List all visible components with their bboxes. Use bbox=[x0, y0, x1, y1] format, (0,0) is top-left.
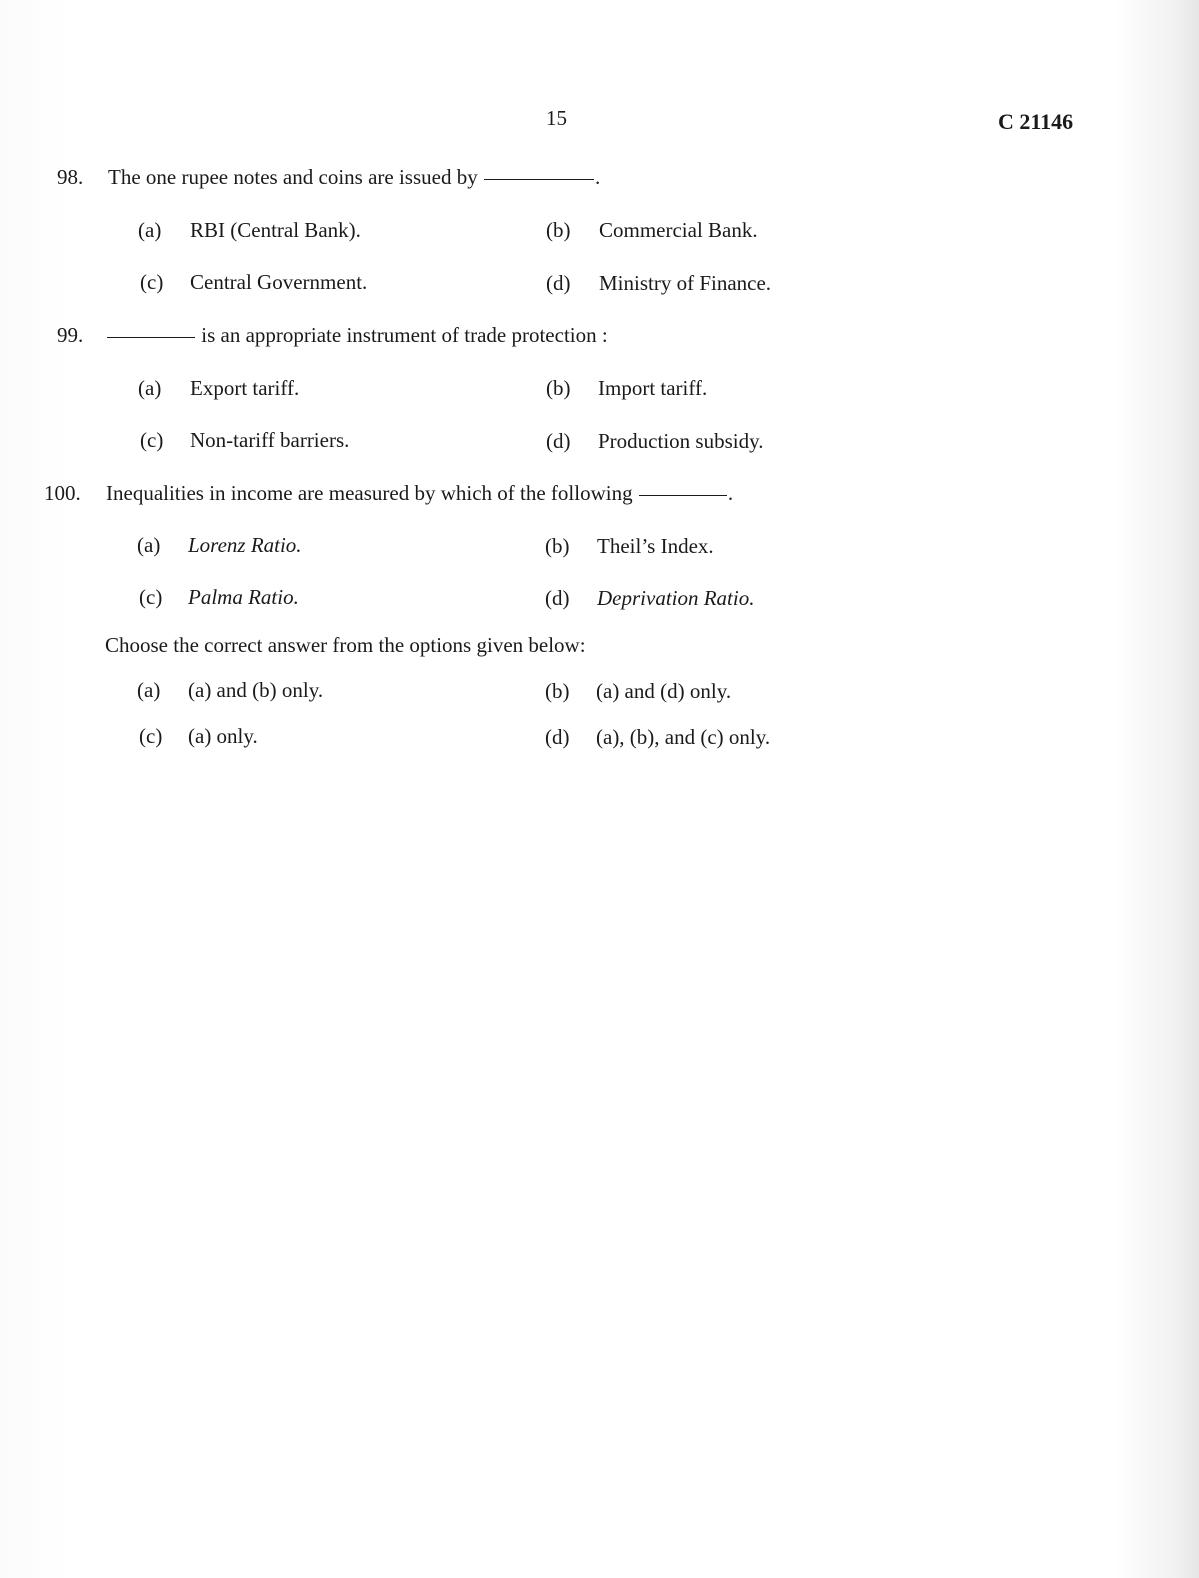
option-letter: (b) bbox=[546, 376, 571, 400]
option-letter: (b) bbox=[546, 218, 571, 242]
option-letter: (a) bbox=[138, 218, 162, 242]
option-letter: (d) bbox=[545, 586, 570, 610]
option-letter: (d) bbox=[546, 271, 571, 295]
question-number: 99. bbox=[57, 323, 84, 347]
answer-option-text: (a) and (b) only. bbox=[188, 678, 324, 702]
question-suffix: . bbox=[727, 481, 734, 505]
question-text bbox=[106, 323, 608, 348]
option-text: Production subsidy. bbox=[598, 429, 764, 453]
question-text-body: The one rupee notes and coins are issued by bbox=[108, 165, 478, 189]
answer-option-letter: (a) bbox=[137, 678, 161, 702]
option-text: Ministry of Finance. bbox=[599, 271, 772, 295]
answer-option-text: (a), (b), and (c) only. bbox=[596, 725, 771, 749]
option-letter: (b) bbox=[545, 534, 570, 558]
option-letter: (a) bbox=[137, 533, 161, 557]
answer-option-letter: (d) bbox=[545, 725, 570, 749]
question-text bbox=[106, 481, 733, 506]
option-letter: (d) bbox=[546, 429, 571, 453]
question-number: 98. bbox=[57, 165, 84, 189]
answer-option-text: (a) and (d) only. bbox=[596, 679, 732, 703]
question-text bbox=[108, 165, 600, 190]
option-text: Theil’s Index. bbox=[597, 534, 714, 558]
option-text: Central Government. bbox=[190, 270, 368, 294]
option-letter: (c) bbox=[140, 428, 164, 452]
question-suffix: . bbox=[594, 165, 601, 189]
answer-option-text: (a) only. bbox=[188, 724, 258, 748]
option-text: Deprivation Ratio. bbox=[597, 586, 755, 610]
option-letter: (c) bbox=[139, 585, 163, 609]
answer-blank bbox=[484, 179, 594, 180]
answer-option-letter: (b) bbox=[545, 679, 570, 703]
option-text: Non-tariff barriers. bbox=[190, 428, 350, 452]
option-text: Palma Ratio. bbox=[188, 585, 299, 609]
answer-blank bbox=[107, 337, 195, 338]
answer-option-letter: (c) bbox=[139, 724, 163, 748]
answer-blank bbox=[639, 495, 727, 496]
option-text: Import tariff. bbox=[598, 376, 708, 400]
option-letter: (a) bbox=[138, 376, 162, 400]
option-text: RBI (Central Bank). bbox=[190, 218, 361, 242]
option-letter: (c) bbox=[140, 270, 164, 294]
instruction-text: Choose the correct answer from the options given below: bbox=[105, 633, 586, 657]
page-number: 15 bbox=[546, 106, 567, 130]
question-number: 100. bbox=[44, 481, 81, 505]
question-text-body: is an appropriate instrument of trade protection : bbox=[201, 323, 608, 347]
option-text: Lorenz Ratio. bbox=[188, 533, 302, 557]
option-text: Export tariff. bbox=[190, 376, 300, 400]
paper-code: C 21146 bbox=[998, 109, 1074, 134]
question-text-body: Inequalities in income are measured by which of the following bbox=[106, 481, 633, 505]
option-text: Commercial Bank. bbox=[599, 218, 758, 242]
